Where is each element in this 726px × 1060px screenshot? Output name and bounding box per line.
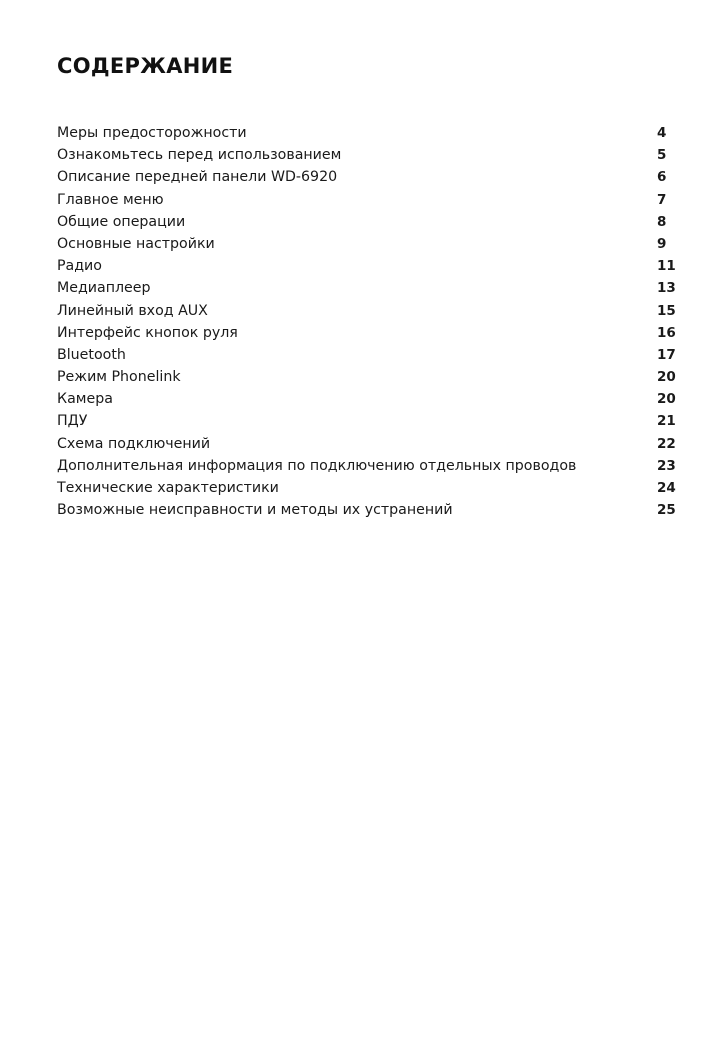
toc-entry-label: Медиаплеер (57, 280, 151, 297)
toc-entry-page: 9 (657, 235, 667, 252)
toc-entry-page: 17 (657, 346, 676, 363)
toc-entry-page: 23 (657, 457, 676, 474)
toc-entry-label: Ознакомьтесь перед использованием (57, 147, 342, 164)
toc-entry-page: 15 (657, 302, 676, 319)
toc-entry-label: Режим Phonelink (57, 369, 181, 386)
toc-entry-page: 6 (657, 169, 667, 186)
toc-entry-label: Возможные неисправности и методы их устранений (57, 502, 453, 519)
toc-entry-page: 7 (657, 191, 667, 208)
toc-entry-page: 25 (657, 502, 676, 519)
toc-entry[interactable] (57, 144, 677, 166)
toc-entry-label: Радио (57, 258, 102, 275)
toc-entry-page: 16 (657, 324, 676, 341)
toc-entry-page: 4 (657, 125, 667, 141)
toc-entry[interactable] (57, 366, 677, 388)
page-title: СОДЕРЖАНИЕ (57, 54, 234, 78)
toc-entry-label: Bluetooth (57, 346, 126, 363)
toc-entry-page: 13 (657, 280, 676, 297)
toc-entry-label: ПДУ (57, 413, 88, 430)
toc-entry-label: Линейный вход AUX (57, 302, 208, 319)
toc-entry-label: Меры предосторожности (57, 125, 247, 141)
toc-entry[interactable] (57, 433, 677, 455)
toc-entry-page: 21 (657, 413, 676, 430)
toc-entry-page: 5 (657, 147, 667, 164)
toc-entry[interactable] (57, 344, 677, 366)
toc-entry[interactable] (57, 322, 677, 344)
toc-entry-page: 24 (657, 480, 676, 496)
toc-entry-label: Схема подключений (57, 435, 211, 452)
toc-entry[interactable] (57, 410, 677, 432)
toc-entry-label: Общие операции (57, 213, 186, 230)
toc-entry-page: 20 (657, 391, 676, 408)
toc-entry[interactable] (57, 388, 677, 410)
toc-entry[interactable] (57, 166, 677, 188)
toc-entry[interactable] (57, 255, 677, 277)
toc-entry-label: Интерфейс кнопок руля (57, 324, 238, 341)
toc-entry-label: Дополнительная информация по подключению отдельных проводов (57, 457, 577, 474)
toc-entry-label: Главное меню (57, 191, 164, 208)
toc-entry[interactable] (57, 189, 677, 211)
toc-entry[interactable] (57, 499, 677, 521)
toc-entry[interactable] (57, 300, 677, 322)
toc-entry-label: Описание передней панели WD-6920 (57, 169, 338, 186)
toc-entry[interactable] (57, 211, 677, 233)
toc-entry[interactable] (57, 233, 677, 255)
toc-entry[interactable] (57, 122, 677, 144)
toc-entry-label: Технические характеристики (57, 480, 279, 496)
toc-entry[interactable] (57, 477, 677, 499)
table-of-contents (57, 122, 677, 521)
toc-entry[interactable] (57, 277, 677, 299)
toc-entry-page: 8 (657, 213, 667, 230)
toc-entry[interactable] (57, 455, 677, 477)
toc-entry-page: 20 (657, 369, 676, 386)
toc-entry-page: 22 (657, 435, 676, 452)
toc-entry-label: Основные настройки (57, 235, 215, 252)
toc-entry-label: Камера (57, 391, 113, 408)
toc-entry-page: 11 (657, 258, 676, 275)
